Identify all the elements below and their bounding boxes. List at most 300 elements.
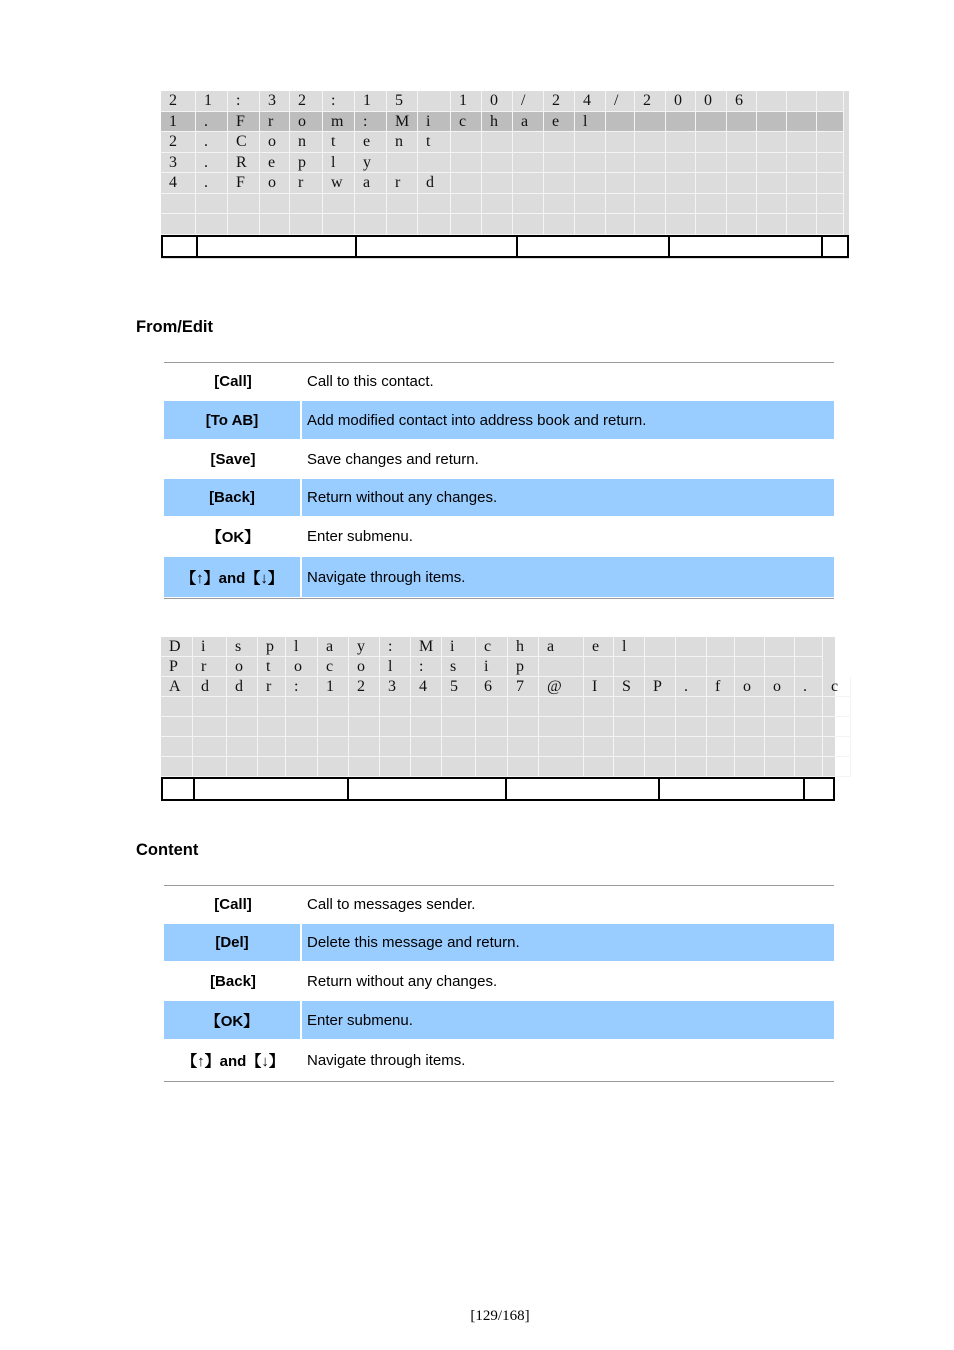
lcd-cell <box>727 132 757 153</box>
lcd-cell <box>544 173 575 194</box>
lcd-cell <box>227 717 258 737</box>
lcd-row <box>161 153 844 174</box>
lcd-cell <box>442 757 476 777</box>
lcd-cell: 2 <box>349 677 380 697</box>
lcd-cell <box>286 697 318 717</box>
lcd-cell: p <box>508 657 539 677</box>
key-name: [To AB] <box>164 401 302 439</box>
lcd-cell <box>349 697 380 717</box>
lcd-cell <box>606 153 635 174</box>
lcd-cell <box>539 717 584 737</box>
lcd-cell <box>411 757 442 777</box>
lcd-cell: c <box>823 677 851 697</box>
softkey-slot <box>823 237 847 256</box>
lcd-cell: F <box>228 112 260 133</box>
lcd-cell: 2 <box>290 91 323 112</box>
lcd-cell <box>757 214 787 235</box>
lcd-cell <box>451 194 482 215</box>
key-name: 【OK】 <box>164 1001 302 1039</box>
lcd-cell: . <box>196 173 228 194</box>
lcd-cell: i <box>476 657 508 677</box>
key-table-row <box>164 400 834 440</box>
lcd-cell <box>323 214 355 235</box>
lcd-cell: r <box>290 173 323 194</box>
lcd-cell: e <box>355 132 387 153</box>
lcd-cell <box>757 194 787 215</box>
key-name: 【↑】and【↓】 <box>164 557 302 597</box>
lcd-cell <box>260 214 290 235</box>
softkey-slot <box>163 237 198 256</box>
softkey-slot[interactable] <box>660 779 805 799</box>
lcd-cell <box>676 657 707 677</box>
lcd-cell <box>765 697 795 717</box>
lcd-cell: o <box>349 657 380 677</box>
lcd-cell <box>513 132 544 153</box>
lcd-cell <box>196 194 228 215</box>
key-table-row <box>164 962 834 1000</box>
lcd-cell <box>584 737 614 757</box>
lcd-cell <box>258 737 286 757</box>
lcd-cell <box>411 697 442 717</box>
lcd-cell: / <box>606 91 635 112</box>
lcd-cell <box>482 153 513 174</box>
lcd-cell <box>539 757 584 777</box>
lcd-cell: 1 <box>355 91 387 112</box>
lcd-cell: 4 <box>411 677 442 697</box>
lcd-cell <box>387 214 418 235</box>
lcd-cell <box>260 194 290 215</box>
key-table-row <box>164 923 834 962</box>
lcd-cell <box>635 214 666 235</box>
lcd-cell: w <box>323 173 355 194</box>
lcd-cell <box>575 132 606 153</box>
softkey-bar <box>161 777 835 801</box>
lcd-row <box>161 214 844 235</box>
lcd-cell: m <box>323 112 355 133</box>
lcd-cell <box>513 194 544 215</box>
softkey-slot[interactable] <box>518 237 670 256</box>
lcd-cell <box>735 737 765 757</box>
lcd-cell <box>227 757 258 777</box>
lcd-cell <box>476 737 508 757</box>
lcd-cell <box>228 214 260 235</box>
lcd-cell <box>795 757 823 777</box>
key-description: Navigate through items. <box>307 1052 466 1069</box>
lcd-cell <box>286 717 318 737</box>
lcd-cell: n <box>290 132 323 153</box>
lcd-cell: D <box>161 637 193 657</box>
lcd-cell <box>635 112 666 133</box>
lcd-cell <box>707 697 735 717</box>
key-table-row <box>164 517 834 556</box>
lcd-cell: . <box>795 677 823 697</box>
lcd-cell <box>451 214 482 235</box>
lcd-cell: 0 <box>482 91 513 112</box>
lcd-cell <box>696 194 727 215</box>
key-name: 【↑】and【↓】 <box>182 1053 284 1070</box>
softkey-slot[interactable] <box>357 237 518 256</box>
lcd-cell <box>757 173 787 194</box>
lcd-cell: 2 <box>161 132 196 153</box>
lcd-cell <box>614 757 645 777</box>
lcd-cell: r <box>258 677 286 697</box>
softkey-bar <box>161 235 849 258</box>
lcd-cell: d <box>227 677 258 697</box>
lcd-cell: t <box>258 657 286 677</box>
lcd-cell <box>380 717 411 737</box>
lcd-cell: h <box>482 112 513 133</box>
lcd-cell: M <box>387 112 418 133</box>
lcd-cell <box>606 214 635 235</box>
lcd-row <box>161 194 844 215</box>
lcd-cell: @ <box>539 677 584 697</box>
lcd-cell <box>482 194 513 215</box>
lcd-cell <box>666 214 696 235</box>
lcd-cell <box>795 717 823 737</box>
lcd-cell <box>707 737 735 757</box>
lcd-cell <box>349 737 380 757</box>
lcd-cell: i <box>442 637 476 657</box>
lcd-cell <box>614 657 645 677</box>
lcd-cell <box>286 757 318 777</box>
lcd-cell: c <box>451 112 482 133</box>
lcd-cell <box>513 214 544 235</box>
lcd-cell <box>676 737 707 757</box>
lcd-cell <box>575 173 606 194</box>
lcd-cell <box>635 153 666 174</box>
lcd-cell: . <box>196 132 228 153</box>
lcd-cell: 3 <box>380 677 411 697</box>
lcd-cell <box>451 153 482 174</box>
lcd-cell <box>795 697 823 717</box>
lcd-cell: l <box>380 657 411 677</box>
lcd-cell <box>544 214 575 235</box>
lcd-cell <box>795 637 823 657</box>
lcd-cell <box>735 637 765 657</box>
lcd-cell <box>817 194 844 215</box>
lcd-cell <box>476 697 508 717</box>
lcd-cell: : <box>355 112 387 133</box>
lcd-cell <box>765 757 795 777</box>
softkey-slot[interactable] <box>507 779 660 799</box>
lcd-cell <box>318 697 349 717</box>
lcd-cell <box>757 112 787 133</box>
lcd-cell <box>666 153 696 174</box>
lcd-cell <box>787 91 817 112</box>
lcd-cell <box>318 737 349 757</box>
lcd-cell <box>645 757 676 777</box>
lcd-cell <box>696 132 727 153</box>
lcd-cell <box>823 697 851 717</box>
lcd-cell <box>735 657 765 677</box>
lcd-cell <box>451 132 482 153</box>
lcd-cell <box>323 194 355 215</box>
lcd-cell <box>735 717 765 737</box>
lcd-cell: 1 <box>318 677 349 697</box>
lcd-cell <box>575 214 606 235</box>
lcd-cell <box>614 717 645 737</box>
lcd-cell <box>418 153 451 174</box>
lcd-cell: : <box>228 91 260 112</box>
lcd-cell <box>666 173 696 194</box>
lcd-cell: y <box>349 637 380 657</box>
lcd-cell: 3 <box>260 91 290 112</box>
lcd-cell <box>666 132 696 153</box>
lcd-cell: o <box>765 677 795 697</box>
lcd-cell <box>584 717 614 737</box>
lcd-cell <box>508 757 539 777</box>
lcd-cell: y <box>355 153 387 174</box>
lcd-cell: e <box>544 112 575 133</box>
lcd-cell: e <box>584 637 614 657</box>
key-name: 【OK】 <box>206 529 260 546</box>
lcd-cell <box>666 194 696 215</box>
lcd-cell: : <box>380 637 411 657</box>
lcd-cell <box>727 173 757 194</box>
lcd-cell <box>707 657 735 677</box>
lcd-cell <box>193 697 227 717</box>
lcd-cell <box>645 657 676 677</box>
lcd-cell <box>482 214 513 235</box>
lcd-cell <box>349 757 380 777</box>
lcd-cell <box>606 112 635 133</box>
lcd-cell <box>787 214 817 235</box>
lcd-cell <box>707 717 735 737</box>
lcd-cell <box>508 717 539 737</box>
lcd-row <box>161 717 851 737</box>
lcd-cell: . <box>196 153 228 174</box>
key-description: Navigate through items. <box>307 568 466 586</box>
lcd-cell <box>676 697 707 717</box>
lcd-cell <box>765 637 795 657</box>
key-description: Enter submenu. <box>307 1011 413 1029</box>
lcd-cell <box>161 717 193 737</box>
lcd-row <box>161 677 851 697</box>
lcd-cell <box>318 717 349 737</box>
key-description: Enter submenu. <box>307 528 413 545</box>
lcd-cell: 2 <box>635 91 666 112</box>
lcd-cell: : <box>411 657 442 677</box>
lcd-cell: e <box>260 153 290 174</box>
key-description: Return without any changes. <box>307 489 498 506</box>
key-table-from-edit <box>164 362 834 599</box>
lcd-cell: P <box>161 657 193 677</box>
lcd-cell <box>258 757 286 777</box>
key-description: Call to messages sender. <box>307 896 476 913</box>
lcd-cell <box>707 637 735 657</box>
lcd-cell <box>482 132 513 153</box>
lcd-cell <box>635 173 666 194</box>
lcd-cell: I <box>584 677 614 697</box>
lcd-cell: o <box>286 657 318 677</box>
lcd-row <box>161 112 844 133</box>
lcd-cell: o <box>227 657 258 677</box>
lcd-cell <box>451 173 482 194</box>
lcd-cell <box>228 194 260 215</box>
lcd-cell: i <box>418 112 451 133</box>
lcd-row <box>161 132 844 153</box>
lcd-cell: o <box>735 677 765 697</box>
section-title-from-edit: From/Edit <box>136 318 213 336</box>
key-name: [Call] <box>214 896 252 913</box>
key-description: Call to this contact. <box>307 373 434 390</box>
lcd-cell: r <box>387 173 418 194</box>
lcd-row <box>161 91 844 112</box>
lcd-cell <box>544 132 575 153</box>
lcd-cell: 3 <box>161 153 196 174</box>
lcd-cell <box>696 153 727 174</box>
lcd-cell <box>696 214 727 235</box>
lcd-cell <box>817 112 844 133</box>
lcd-cell: c <box>318 657 349 677</box>
lcd-cell <box>757 91 787 112</box>
lcd-cell: o <box>260 173 290 194</box>
lcd-cell: . <box>676 677 707 697</box>
softkey-slot[interactable] <box>198 237 357 256</box>
lcd-cell <box>290 194 323 215</box>
lcd-cell <box>666 112 696 133</box>
lcd-cell <box>290 214 323 235</box>
lcd-cell <box>727 153 757 174</box>
lcd-cell <box>193 757 227 777</box>
lcd-screen-contact-display <box>161 637 839 801</box>
key-table-row <box>164 1000 834 1040</box>
lcd-cell <box>513 153 544 174</box>
key-table-row <box>164 1040 834 1081</box>
lcd-cell <box>196 214 228 235</box>
lcd-cell <box>411 717 442 737</box>
lcd-cell: 1 <box>196 91 228 112</box>
lcd-cell <box>442 697 476 717</box>
lcd-cell: R <box>228 153 260 174</box>
lcd-cell: d <box>418 173 451 194</box>
key-description: Add modified contact into address book and return. <box>307 411 647 429</box>
lcd-cell: l <box>323 153 355 174</box>
lcd-cell <box>508 737 539 757</box>
lcd-cell: 1 <box>161 112 196 133</box>
lcd-cell: 6 <box>727 91 757 112</box>
key-table-row <box>164 886 834 923</box>
lcd-cell: c <box>476 637 508 657</box>
lcd-cell <box>584 657 614 677</box>
lcd-cell <box>539 737 584 757</box>
lcd-cell: 5 <box>442 677 476 697</box>
lcd-cell <box>787 194 817 215</box>
lcd-cell: : <box>286 677 318 697</box>
lcd-cell <box>817 214 844 235</box>
lcd-cell <box>193 717 227 737</box>
lcd-cell <box>380 737 411 757</box>
lcd-cell: 6 <box>476 677 508 697</box>
lcd-cell: 2 <box>544 91 575 112</box>
softkey-slot[interactable] <box>349 779 507 799</box>
lcd-cell <box>227 737 258 757</box>
lcd-cell <box>727 194 757 215</box>
lcd-cell <box>817 132 844 153</box>
lcd-cell <box>418 91 451 112</box>
lcd-cell <box>823 717 851 737</box>
lcd-cell <box>787 132 817 153</box>
lcd-cell <box>161 194 196 215</box>
key-name: [Call] <box>214 373 252 390</box>
lcd-cell <box>161 737 193 757</box>
lcd-cell <box>355 214 387 235</box>
lcd-cell: s <box>442 657 476 677</box>
lcd-cell: a <box>513 112 544 133</box>
lcd-cell <box>442 737 476 757</box>
key-table-row <box>164 556 834 598</box>
lcd-cell <box>380 757 411 777</box>
lcd-cell <box>513 173 544 194</box>
lcd-cell <box>258 697 286 717</box>
lcd-cell: r <box>260 112 290 133</box>
lcd-row <box>161 657 823 677</box>
lcd-cell <box>508 697 539 717</box>
key-description: Return without any changes. <box>307 972 498 990</box>
lcd-cell: p <box>258 637 286 657</box>
softkey-slot[interactable] <box>670 237 823 256</box>
lcd-cell: 4 <box>161 173 196 194</box>
lcd-cell <box>606 173 635 194</box>
lcd-cell <box>355 194 387 215</box>
lcd-cell: . <box>196 112 228 133</box>
lcd-cell: a <box>539 637 584 657</box>
lcd-cell <box>765 737 795 757</box>
lcd-cell <box>645 697 676 717</box>
lcd-cell <box>735 697 765 717</box>
lcd-cell <box>645 717 676 737</box>
lcd-cell <box>823 757 851 777</box>
lcd-cell <box>765 717 795 737</box>
lcd-cell <box>380 697 411 717</box>
lcd-cell: r <box>193 657 227 677</box>
lcd-cell <box>539 697 584 717</box>
lcd-cell: 4 <box>575 91 606 112</box>
lcd-cell: o <box>260 132 290 153</box>
softkey-slot[interactable] <box>195 779 349 799</box>
lcd-cell <box>757 153 787 174</box>
lcd-cell <box>476 717 508 737</box>
lcd-cell <box>193 737 227 757</box>
key-description: Delete this message and return. <box>307 934 520 951</box>
lcd-row <box>161 757 851 777</box>
softkey-slot <box>805 779 833 799</box>
lcd-cell <box>411 737 442 757</box>
lcd-cell <box>161 214 196 235</box>
key-table-row <box>164 363 834 400</box>
lcd-cell <box>575 194 606 215</box>
lcd-cell <box>817 173 844 194</box>
lcd-cell <box>482 173 513 194</box>
lcd-cell <box>645 637 676 657</box>
key-table-row <box>164 478 834 517</box>
lcd-cell <box>787 173 817 194</box>
lcd-cell: C <box>228 132 260 153</box>
lcd-screen-message-menu <box>161 91 849 259</box>
lcd-cell: 0 <box>666 91 696 112</box>
lcd-cell: 5 <box>387 91 418 112</box>
lcd-cell: f <box>707 677 735 697</box>
lcd-cell <box>676 757 707 777</box>
lcd-cell: 2 <box>161 91 196 112</box>
lcd-cell <box>418 214 451 235</box>
lcd-cell <box>544 153 575 174</box>
lcd-cell <box>795 737 823 757</box>
lcd-cell: l <box>614 637 645 657</box>
lcd-row <box>161 173 844 194</box>
lcd-cell: n <box>387 132 418 153</box>
lcd-cell: t <box>418 132 451 153</box>
